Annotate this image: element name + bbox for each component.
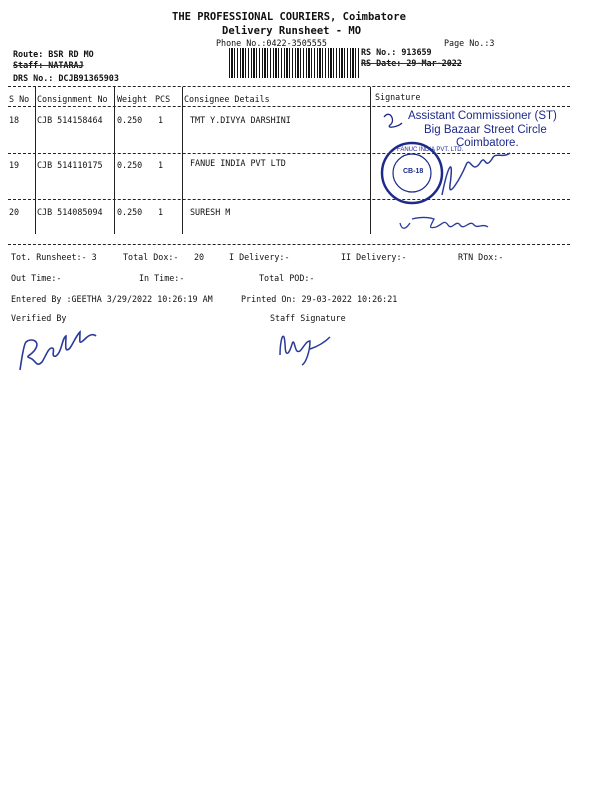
col-signature: Signature	[375, 92, 421, 102]
col-pcs: PCS	[155, 94, 171, 104]
seal-center: CB-18	[403, 168, 424, 175]
row-consignee: TMT Y.DIVYA DARSHINI	[190, 115, 291, 125]
route: Route: BSR RD MO	[13, 49, 94, 59]
in-time: In Time:-	[139, 273, 185, 283]
signature-row-19	[442, 153, 510, 195]
column-rule	[370, 87, 371, 234]
seal-text: FANUC INDIA PVT. LTD.	[397, 147, 464, 153]
staff-signature	[270, 325, 350, 370]
document-title: Delivery Runsheet - MO	[222, 25, 362, 37]
row-pcs: 1	[158, 115, 164, 125]
row-consignment: CJB 514085094	[37, 207, 103, 217]
page-number: Page No.:3	[444, 38, 495, 48]
col-consignment: Consignment No	[37, 94, 108, 104]
company-name: THE PROFESSIONAL COURIERS, Coimbatore	[172, 11, 406, 23]
row-sno: 19	[9, 160, 20, 170]
col-weight: Weight	[117, 94, 148, 104]
column-rule	[35, 87, 36, 234]
total-dox-value: 20	[194, 252, 205, 262]
row-sno: 20	[9, 207, 20, 217]
row-consignee: FANUE INDIA PVT LTD	[190, 158, 286, 168]
ii-delivery: II Delivery:-	[341, 252, 407, 262]
signature-area	[372, 105, 572, 245]
column-rule	[182, 87, 183, 234]
total-dox-label: Total Dox:-	[123, 252, 179, 262]
col-consignee: Consignee Details	[184, 94, 270, 104]
total-runsheet: Tot. Runsheet:- 3	[11, 252, 97, 262]
row-pcs: 1	[158, 160, 164, 170]
divider	[8, 86, 570, 87]
phone-number: Phone No.:0422-3505555	[216, 38, 327, 48]
row-weight: 0.250	[117, 207, 143, 217]
barcode	[229, 48, 359, 78]
i-delivery: I Delivery:-	[229, 252, 290, 262]
total-pod: Total POD:-	[259, 273, 315, 283]
rtn-dox: RTN Dox:-	[458, 252, 504, 262]
rs-number: RS No.: 913659	[361, 47, 432, 57]
drs-number: DRS No.: DCJB91365903	[13, 73, 119, 83]
out-time: Out Time:-	[11, 273, 62, 283]
stamp-line-3: Coimbatore.	[456, 137, 519, 149]
signature-row-20	[400, 218, 488, 229]
row-consignee: SURESH M	[190, 207, 231, 217]
verified-by-label: Verified By	[11, 313, 67, 323]
stamp-scribble	[384, 114, 402, 127]
stamp-line-2: Big Bazaar Street Circle	[424, 124, 547, 136]
rs-date: RS Date: 29-Mar-2022	[361, 58, 462, 68]
column-rule	[114, 87, 115, 234]
row-consignment: CJB 514158464	[37, 115, 103, 125]
stamp-line-1: Assistant Commissioner (ST)	[408, 110, 557, 122]
row-sno: 18	[9, 115, 20, 125]
row-pcs: 1	[158, 207, 164, 217]
row-consignment: CJB 514110175	[37, 160, 103, 170]
col-sno: S No	[9, 94, 30, 104]
verified-by-signature	[10, 325, 120, 385]
staff-signature-label: Staff Signature	[270, 313, 346, 323]
row-weight: 0.250	[117, 115, 143, 125]
printed-on: Printed On: 29-03-2022 10:26:21	[241, 294, 398, 304]
entered-by: Entered By :GEETHA 3/29/2022 10:26:19 AM	[11, 294, 213, 304]
staff-name: Staff: NATARAJ	[13, 60, 84, 70]
row-weight: 0.250	[117, 160, 143, 170]
